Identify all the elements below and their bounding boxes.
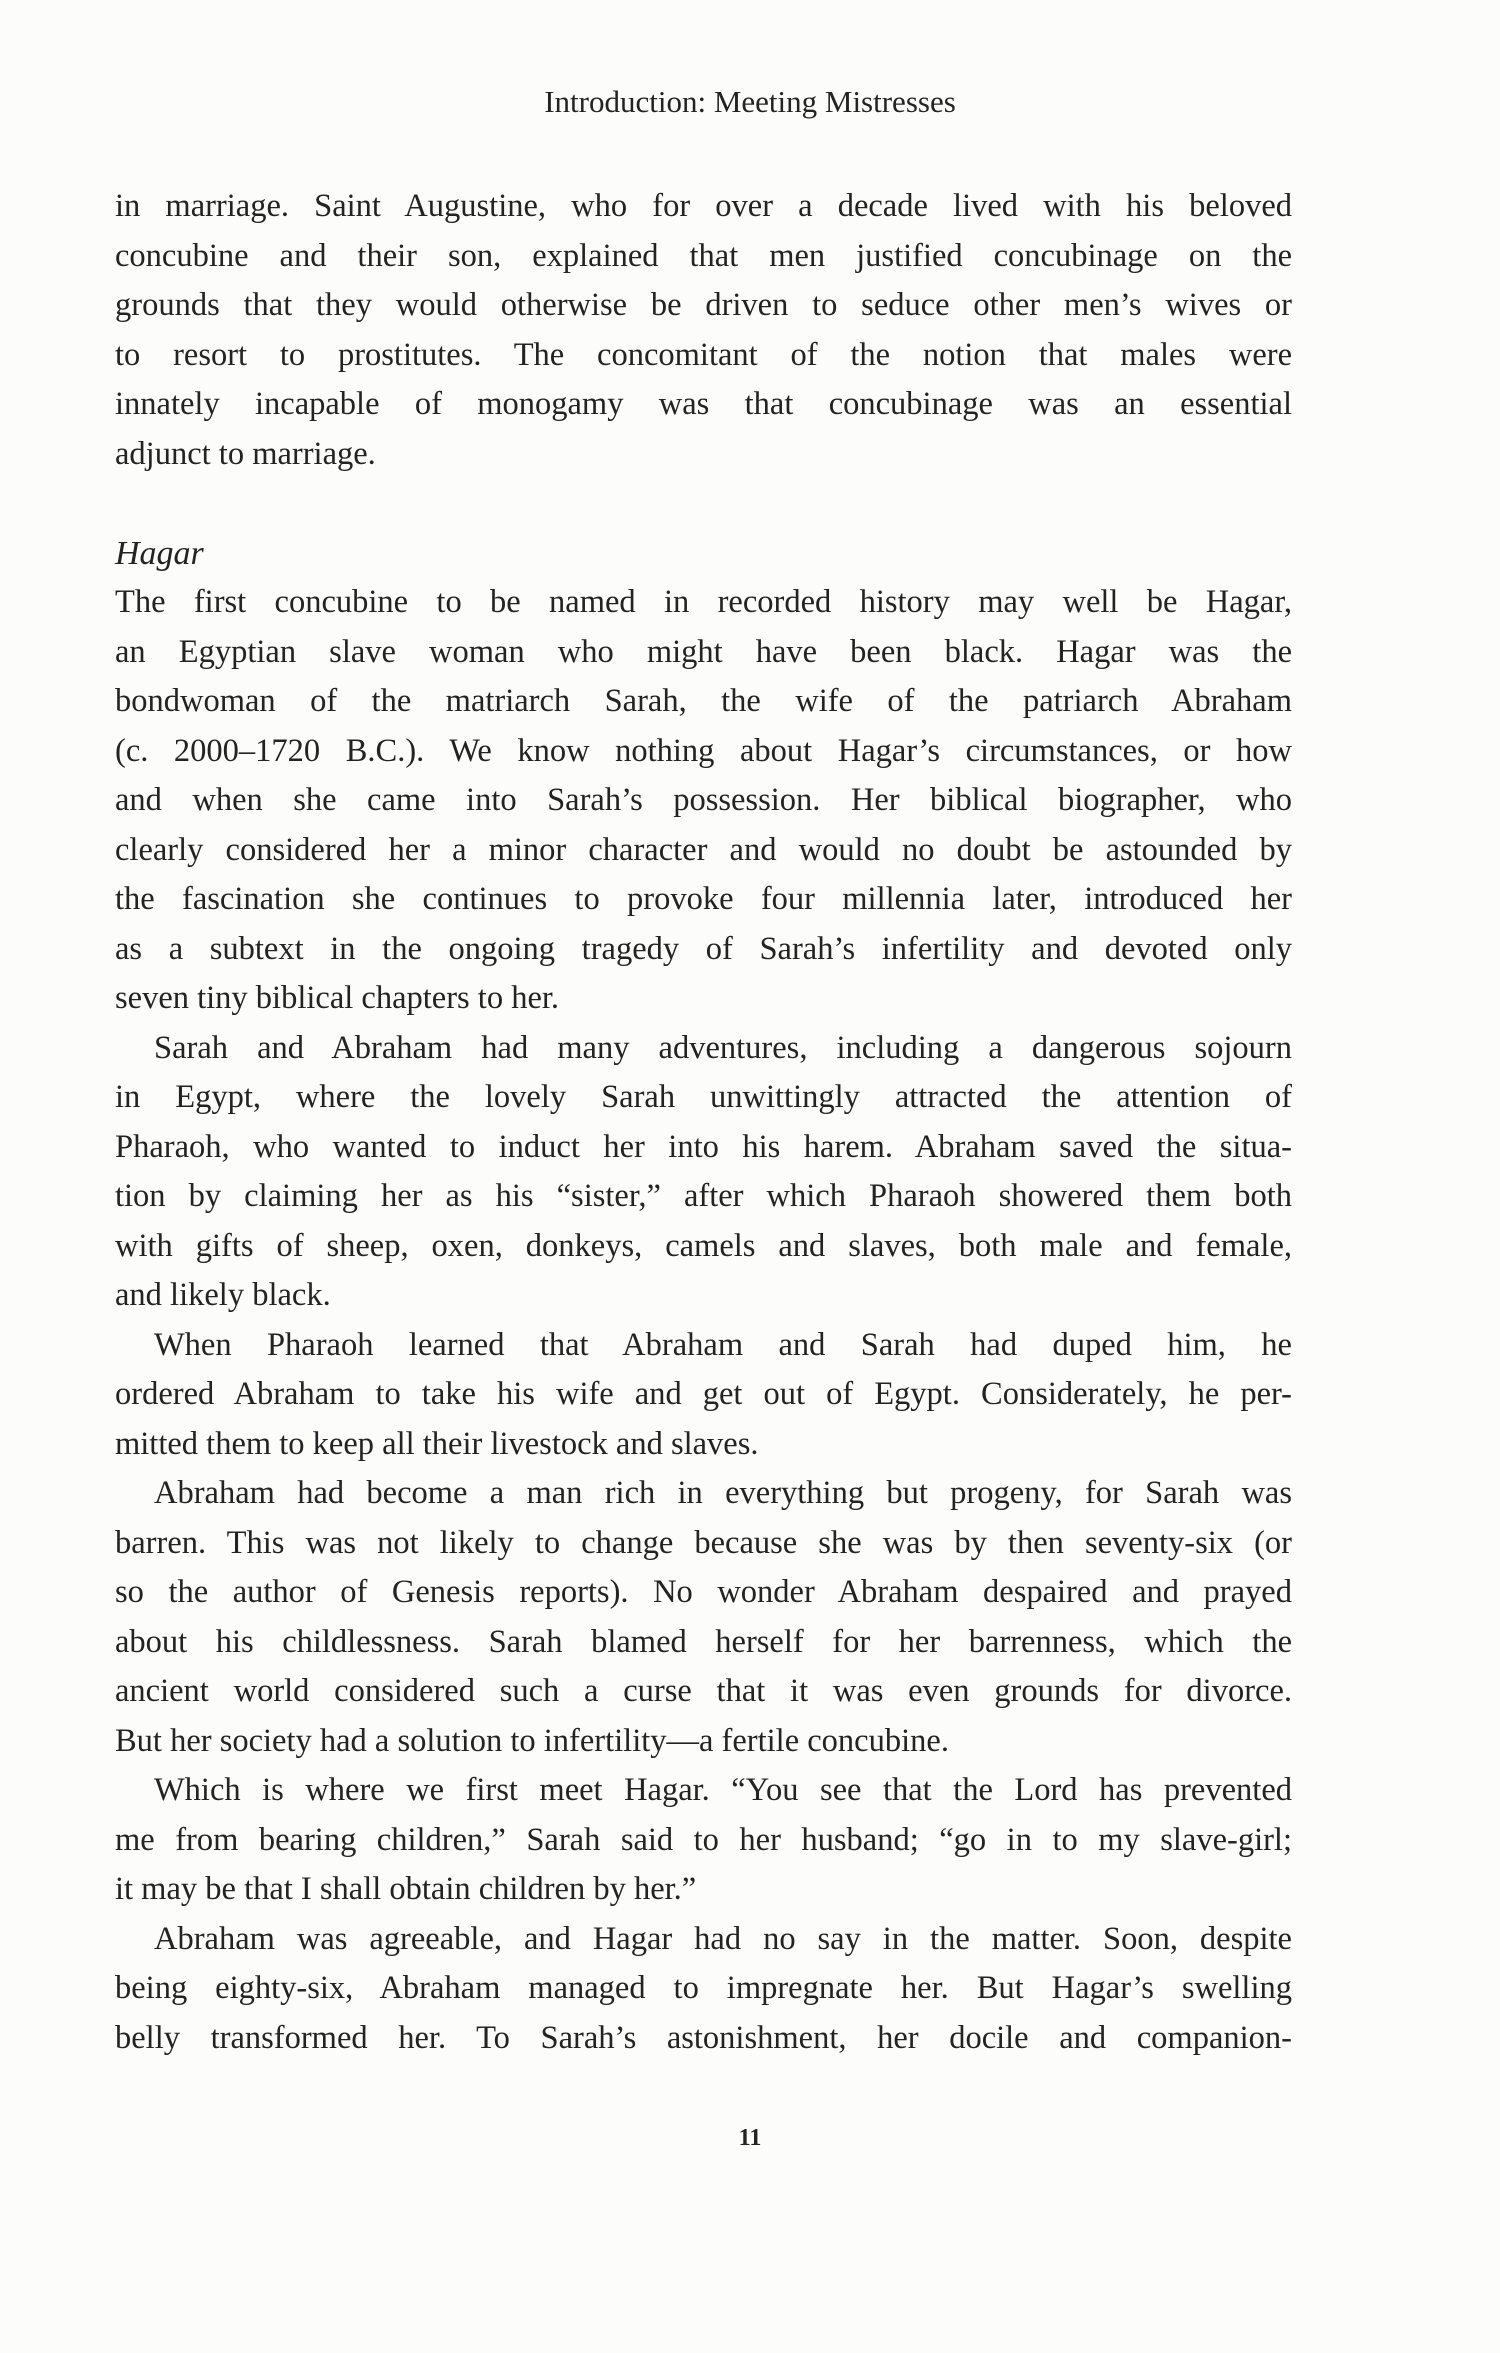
paragraph (115, 1469, 1292, 1766)
text-line: an Egyptian slave woman who might have been black. Hagar was the (115, 633, 1292, 670)
text-line: ancient world considered such a curse that it was even grounds for divorce. (115, 1673, 1292, 1709)
text-line: and likely black. (115, 1277, 331, 1313)
text-line: ordered Abraham to take his wife and get out of Egypt. Considerately, he per- (115, 1376, 1292, 1412)
text-line: Pharaoh, who wanted to induct her into his harem. Abraham saved the situa- (115, 1128, 1292, 1165)
text-line: Which is where we first meet Hagar. “You see that the Lord has prevented (154, 1772, 1292, 1808)
paragraph (115, 1024, 1292, 1321)
text-line: innately incapable of monogamy was that concubinage was an essential (115, 386, 1292, 422)
text-line: But her society had a solution to infertility—a fertile concubine. (115, 1722, 949, 1759)
text-line: mitted them to keep all their livestock and slaves. (115, 1425, 759, 1462)
text-line: When Pharaoh learned that Abraham and Sarah had duped him, he (154, 1326, 1292, 1363)
running-head: Introduction: Meeting Mistresses (544, 84, 956, 119)
text-line: being eighty-six, Abraham managed to impregnate her. But Hagar’s swelling (115, 1970, 1292, 2006)
text-line: the fascination she continues to provoke four millennia later, introduced her (115, 881, 1292, 917)
text-line: and when she came into Sarah’s possession. Her biblical biographer, who (115, 782, 1292, 818)
text-line: in Egypt, where the lovely Sarah unwittingly attracted the attention of (115, 1079, 1292, 1115)
text-line: belly transformed her. To Sarah’s astonishment, her docile and companion- (115, 2019, 1292, 2056)
text-line: (c. 2000–1720 B.C.). We know nothing about Hagar’s circumstances, or how (115, 732, 1292, 769)
text-line: in marriage. Saint Augustine, who for over a decade lived with his beloved (115, 188, 1292, 224)
text-line: about his childlessness. Sarah blamed herself for her barrenness, which the (115, 1623, 1292, 1660)
text-line: Sarah and Abraham had many adventures, including a dangerous sojourn (154, 1029, 1292, 1066)
spacer (115, 479, 1292, 529)
page-number: 11 (738, 2125, 762, 2151)
text-line: grounds that they would otherwise be driven to seduce other men’s wives or (115, 287, 1292, 323)
text-line: Abraham had become a man rich in everything but progeny, for Sarah was (154, 1475, 1292, 1511)
text-line: adjunct to marriage. (115, 435, 376, 472)
text-line: barren. This was not likely to change because she was by then seventy-six (or (115, 1524, 1292, 1561)
paragraph (115, 1321, 1292, 1470)
text-line: tion by claiming her as his “sister,” after which Pharaoh showered them both (115, 1178, 1292, 1214)
text-line: with gifts of sheep, oxen, donkeys, camels and slaves, both male and female, (115, 1227, 1292, 1264)
text-line: seven tiny biblical chapters to her. (115, 980, 560, 1016)
paragraph (115, 578, 1292, 1024)
text-line: as a subtext in the ongoing tragedy of Sarah’s infertility and devoted only (115, 930, 1292, 967)
text-line: concubine and their son, explained that men justified concubinage on the (115, 237, 1292, 274)
text-line: The first concubine to be named in recorded history may well be Hagar, (115, 584, 1292, 620)
paragraph (115, 182, 1292, 479)
text-line: Abraham was agreeable, and Hagar had no say in the matter. Soon, despite (154, 1920, 1292, 1957)
paragraph (115, 1915, 1292, 2064)
paragraph (115, 1766, 1292, 1915)
section-heading: Hagar (115, 534, 204, 572)
text-line: me from bearing children,” Sarah said to her husband; “go in to my slave-girl; (115, 1821, 1292, 1858)
text-line: it may be that I shall obtain children by her.” (115, 1871, 697, 1907)
body-text (115, 182, 1292, 2063)
text-line: so the author of Genesis reports). No wonder Abraham despaired and prayed (115, 1574, 1292, 1610)
text-line: to resort to prostitutes. The concomitant of the notion that males were (115, 336, 1292, 373)
text-line: bondwoman of the matriarch Sarah, the wife of the patriarch Abraham (115, 683, 1292, 719)
text-line: clearly considered her a minor character and would no doubt be astounded by (115, 831, 1292, 868)
